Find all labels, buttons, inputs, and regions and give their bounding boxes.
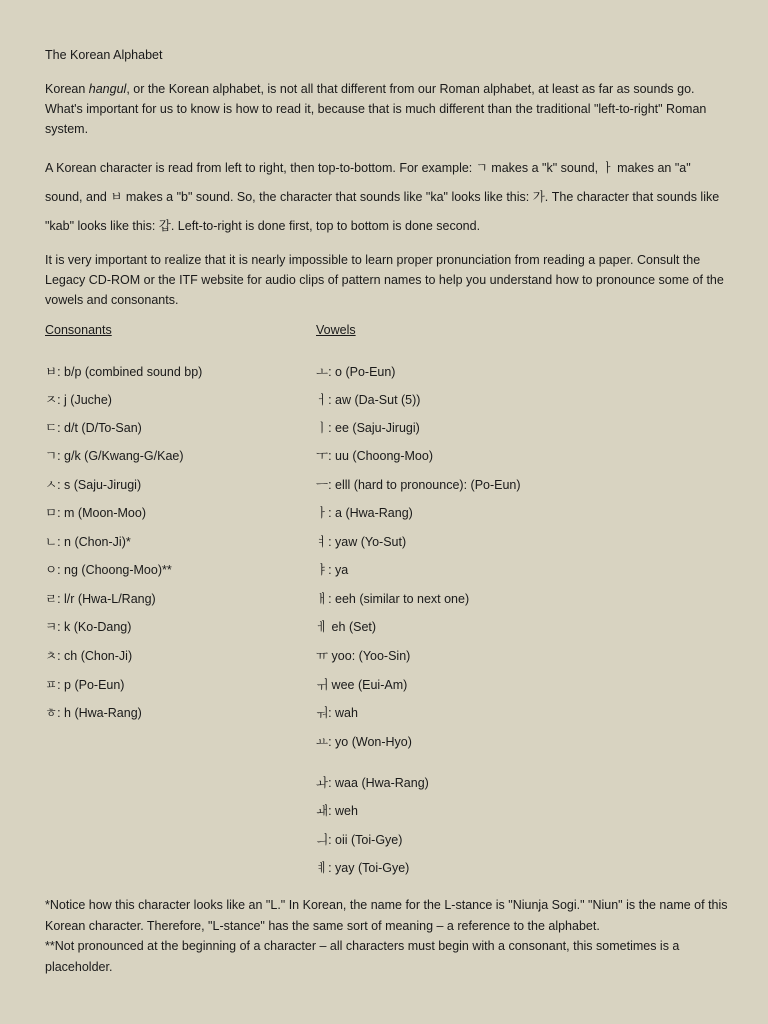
- vowel-character: ㅝ: [316, 706, 329, 720]
- intro-after: , or the Korean alphabet, is not all that different from our Roman alphabet, at least as far as sounds go. What's important for us to know is how to read it, because that is much different than the traditional "left-to-right" Roman system.: [45, 82, 707, 136]
- consonant-item: [45, 560, 172, 578]
- vowel-item: [316, 773, 429, 791]
- vowel-item: [316, 617, 376, 635]
- vowel-sound: : elll (hard to pronounce):: [328, 478, 471, 492]
- consonant-example: (combined sound bp): [84, 365, 203, 379]
- vowel-item: [316, 362, 395, 380]
- vowel-sound: : waa: [328, 776, 362, 790]
- vowel-character: ㅣ: [316, 421, 329, 435]
- vowel-character: ㅏ: [316, 506, 329, 520]
- vowel-sound: wee: [328, 678, 358, 692]
- consonant-character: ㅊ: [45, 649, 58, 663]
- pronunciation-paragraph: It is very important to realize that it is nearly impossible to learn proper pronunciation from reading a paper. Consult the Legacy CD-ROM or the ITF website for audio clips of pattern names to help you understand how to pronounce some of the vowels and consonants.: [45, 253, 724, 307]
- consonant-example: (G/Kwang-G/Kae): [84, 449, 184, 463]
- vowel-item: [316, 560, 348, 578]
- consonant-example: (Hwa-Rang): [74, 706, 142, 720]
- vowel-sound: : weh: [328, 804, 358, 818]
- vowel-character: ㅠ: [316, 649, 329, 663]
- consonant-example: (Chon-Ji): [80, 649, 133, 663]
- consonant-sound: : ch: [57, 649, 81, 663]
- vowel-example: (Po-Eun): [345, 365, 396, 379]
- consonant-character: ㄴ: [45, 535, 58, 549]
- consonant-character: ㅇ: [45, 563, 58, 577]
- vowel-sound: : yo: [328, 735, 352, 749]
- consonant-item: [45, 446, 184, 464]
- intro-before: Korean: [45, 82, 89, 96]
- vowel-example: (Eui-Am): [357, 678, 408, 692]
- vowel-example: (Toi-Gye): [351, 833, 403, 847]
- vowel-sound: : eeh: [328, 592, 360, 606]
- footnote-placeholder: **Not pronounced at the beginning of a character – all characters must begin with a consonant, this sometimes is a placeholder.: [45, 939, 680, 974]
- vowel-sound: : wah: [328, 706, 358, 720]
- vowel-character: ㅘ: [316, 776, 329, 790]
- vowel-sound: : yaw: [328, 535, 361, 549]
- vowel-sound: eh: [328, 620, 349, 634]
- consonant-sound: : n: [57, 535, 75, 549]
- consonant-example: (Saju-Jirugi): [73, 478, 142, 492]
- vowel-character: ㅗ: [316, 365, 329, 379]
- consonant-sound: : ng: [57, 563, 82, 577]
- consonant-item: [45, 475, 141, 493]
- vowel-item: [316, 646, 410, 664]
- consonant-example: (Juche): [70, 393, 112, 407]
- vowel-item: [316, 830, 402, 848]
- consonant-character: ㄱ: [45, 449, 58, 463]
- vowel-example: (Yoo-Sin): [358, 649, 411, 663]
- consonant-sound: : g/k: [57, 449, 85, 463]
- vowel-character: ㅜ: [316, 449, 329, 463]
- footnote-l-stance: *Notice how this character looks like an "L." In Korean, the name for the L-stance is "Niunja Sogi." "Niun" is the name of this Korean character. Therefore, "L-stance" has the same sort of meaning – a reference to the alphabet.: [45, 898, 728, 933]
- consonant-character: ㅈ: [45, 393, 58, 407]
- vowel-item: [316, 475, 521, 493]
- footnotes: [45, 895, 735, 977]
- vowel-sound: : ee: [328, 421, 353, 435]
- vowel-example: (Toi-Gye): [357, 861, 410, 875]
- vowel-item: [316, 589, 469, 607]
- consonant-item: [45, 503, 146, 521]
- consonant-sound: : s: [57, 478, 74, 492]
- vowel-item: [316, 801, 358, 819]
- consonant-character: ㅁ: [45, 506, 58, 520]
- consonant-sound: : p: [57, 678, 75, 692]
- consonant-character: ㄷ: [45, 421, 58, 435]
- vowel-example: (Po-Eun): [470, 478, 521, 492]
- vowel-sound: : a: [328, 506, 346, 520]
- vowel-character: ㅓ: [316, 393, 329, 407]
- consonant-character: ㄹ: [45, 592, 58, 606]
- vowel-item: [316, 675, 407, 693]
- consonant-sound: : j: [57, 393, 71, 407]
- vowel-example: (Won-Hyo): [351, 735, 412, 749]
- consonant-character: ㅍ: [45, 678, 58, 692]
- vowel-character: ㅡ: [316, 478, 329, 492]
- vowel-character: ㅑ: [316, 563, 329, 577]
- consonant-sound: : l/r: [57, 592, 78, 606]
- consonant-item: [45, 675, 124, 693]
- vowel-example: (Set): [348, 620, 377, 634]
- consonant-item: [45, 646, 132, 664]
- consonant-example: (Chon-Ji)*: [74, 535, 131, 549]
- vowel-item: [316, 418, 420, 436]
- vowel-item: [316, 732, 412, 750]
- consonant-character: ㅅ: [45, 478, 58, 492]
- vowel-sound: : oii: [328, 833, 352, 847]
- vowel-example: (Choong-Moo): [352, 449, 433, 463]
- consonant-item: [45, 617, 131, 635]
- vowel-item: [316, 858, 409, 876]
- vowel-example: (Hwa-Rang): [345, 506, 413, 520]
- vowel-sound: : ya: [328, 563, 349, 577]
- consonant-sound: : b/p: [57, 365, 85, 379]
- vowel-item: [316, 703, 358, 721]
- vowel-character: ㅐ: [316, 592, 329, 606]
- consonant-example: (Po-Eun): [74, 678, 125, 692]
- vowel-character: ㅖ: [316, 861, 329, 875]
- consonant-character: ㅂ: [45, 365, 58, 379]
- vowel-example: (Hwa-Rang): [361, 776, 429, 790]
- consonant-example: (Choong-Moo)**: [81, 563, 172, 577]
- consonant-example: (Moon-Moo): [77, 506, 146, 520]
- vowel-character: ㅔ: [316, 620, 329, 634]
- intro-paragraph: [45, 79, 725, 139]
- vowel-character: ㅢ: [316, 833, 329, 847]
- vowel-example: (Da-Sut (5)): [354, 393, 421, 407]
- consonant-example: (Ko-Dang): [73, 620, 132, 634]
- vowel-item: [316, 390, 420, 408]
- consonant-character: ㅎ: [45, 706, 58, 720]
- vowel-example: (Yo-Sut): [360, 535, 407, 549]
- consonant-sound: : d/t: [57, 421, 82, 435]
- intro-italic-term: hangul: [88, 82, 127, 96]
- vowel-sound: : uu: [328, 449, 353, 463]
- vowel-character: ㅟ: [316, 678, 329, 692]
- vowel-example: (Saju-Jirugi): [352, 421, 420, 435]
- consonant-character: ㅋ: [45, 620, 58, 634]
- consonant-sound: : m: [57, 506, 78, 520]
- vowel-example: (similar to next one): [359, 592, 470, 606]
- vowels-header: Vowels: [316, 323, 356, 337]
- vowel-sound: : o: [328, 365, 346, 379]
- consonants-header: Consonants: [45, 323, 112, 337]
- consonant-item: [45, 703, 142, 721]
- vowel-sound: : aw: [328, 393, 355, 407]
- vowel-item: [316, 446, 433, 464]
- vowel-character: ㅙ: [316, 804, 329, 818]
- reading-paragraph: A Korean character is read from left to right, then top-to-bottom. For example: ㄱ makes a "k" sound, ㅏ makes an "a" sound, and ㅂ makes a "b" sound. So, the character that sounds like "ka" looks like this: 가. The character that sounds like "kab" looks like this: 갑. Left-to-right is done first, top to bottom is done second.: [45, 161, 720, 233]
- consonant-item: [45, 418, 142, 436]
- consonant-item: [45, 532, 131, 550]
- vowel-sound: yoo:: [328, 649, 359, 663]
- consonant-example: (D/To-San): [81, 421, 142, 435]
- consonant-item: [45, 362, 202, 380]
- consonant-sound: : k: [57, 620, 74, 634]
- vowel-character: ㅛ: [316, 735, 329, 749]
- vowel-character: ㅕ: [316, 535, 329, 549]
- page-title: The Korean Alphabet: [45, 48, 163, 62]
- consonant-item: [45, 390, 112, 408]
- consonant-example: (Hwa-L/Rang): [77, 592, 156, 606]
- vowel-item: [316, 503, 413, 521]
- consonant-sound: : h: [57, 706, 75, 720]
- vowel-sound: : yay: [328, 861, 358, 875]
- consonant-item: [45, 589, 156, 607]
- vowel-item: [316, 532, 406, 550]
